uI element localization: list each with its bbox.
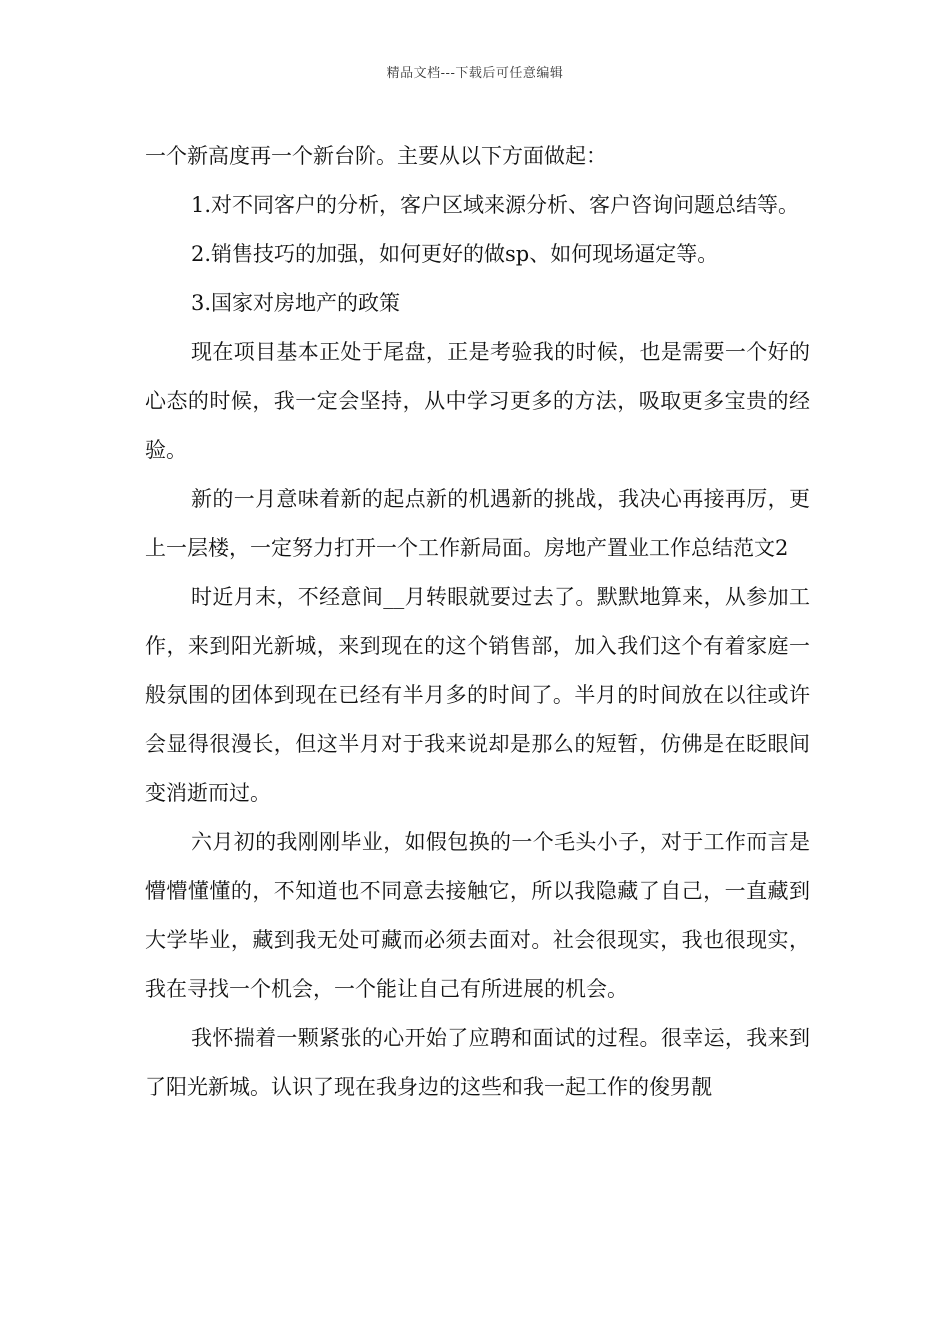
page-header: 精品文档---下载后可任意编辑: [386, 66, 564, 81]
paragraph-6: 新的一月意味着新的起点新的机遇新的挑战，我决心再接再厉，更上一层楼，一定努力打开一个工作新局面。房地产置业工作总结范文2: [145, 487, 810, 560]
paragraph-5: 现在项目基本正处于尾盘，正是考验我的时候，也是需要一个好的心态的时候，我一定会坚持，从中学习更多的方法，吸取更多宝贵的经验。: [145, 340, 810, 462]
paragraph-7: 时近月末，不经意间__月转眼就要过去了。默默地算来，从参加工作，来到阳光新城，来到现在的这个销售部，加入我们这个有着家庭一般氛围的团体到现在已经有半月多的时间了。半月的时间放在以往或许会显得很漫长，但这半月对于我来说却是那么的短暂，仿佛是在眨眼间变消逝而过。: [145, 585, 810, 805]
paragraph-3: 2.销售技巧的加强，如何更好的做sp、如何现场逼定等。: [191, 242, 719, 266]
paragraph-1: 一个新高度再一个新台阶。主要从以下方面做起：: [145, 144, 607, 168]
document-body: [145, 132, 810, 1112]
paragraph-8: 六月初的我刚刚毕业，如假包换的一个毛头小子，对于工作而言是懵懵懂懂的，不知道也不同意去接触它，所以我隐藏了自己，一直藏到大学毕业，藏到我无处可藏而必须去面对。社会很现实，我也很现实，我在寻找一个机会，一个能让自己有所进展的机会。: [145, 830, 810, 1001]
paragraph-4: 3.国家对房地产的政策: [191, 291, 401, 315]
paragraph-9: 我怀揣着一颗紧张的心开始了应聘和面试的过程。很幸运，我来到了阳光新城。认识了现在我身边的这些和我一起工作的俊男靓: [145, 1026, 810, 1099]
paragraph-2: 1.对不同客户的分析，客户区域来源分析、客户咨询问题总结等。: [191, 193, 800, 217]
